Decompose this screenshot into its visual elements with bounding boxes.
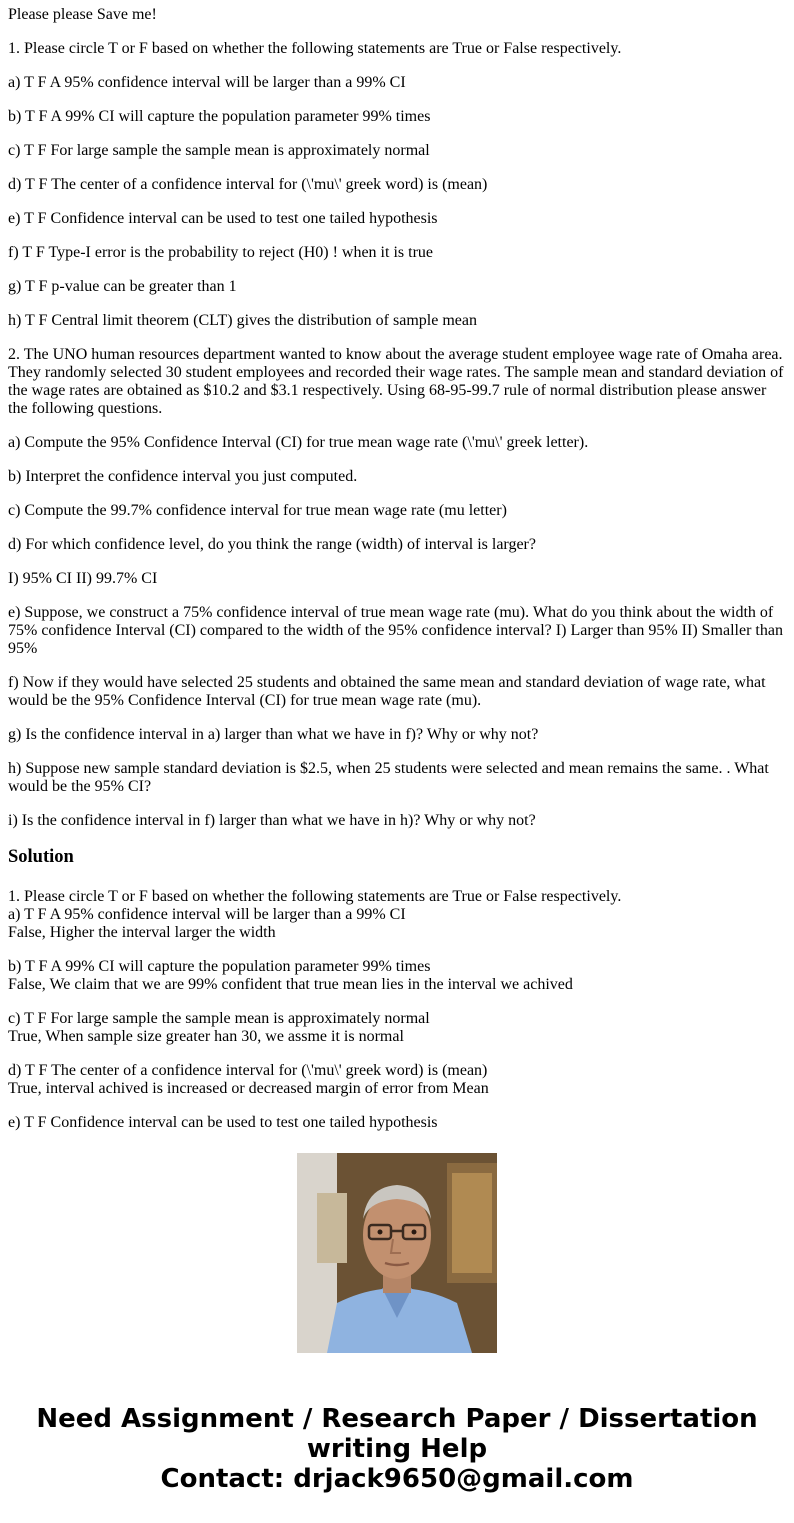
solution-block-1 (8, 888, 786, 942)
solution-block-4 (8, 1062, 786, 1098)
q2-item-g: g) Is the confidence interval in a) larger than what we have in f)? Why or why not? (8, 726, 539, 743)
footer-line-2: writing Help (306, 1434, 488, 1464)
solution-q-a: a) T F A 95% confidence interval will be larger than a 99% CI (8, 906, 406, 923)
q1-item-f: f) T F Type-I error is the probability to reject (H0) ! when it is true (8, 244, 433, 261)
q1-item-e: e) T F Confidence interval can be used to test one tailed hypothesis (8, 210, 438, 227)
q2-item-d: d) For which confidence level, do you think the range (width) of interval is larger? (8, 536, 536, 553)
q2-item-f: f) Now if they would have selected 25 students and obtained the same mean and standard deviation of wage rate, what would be the 95% Confidence Interval (CI) for true mean wage rate (mu). (8, 674, 766, 709)
q2-item-h: h) Suppose new sample standard deviation is $2.5, when 25 students were selected and mean remains the same. . What would be the 95% CI? (8, 760, 769, 795)
promo-footer (0, 1404, 794, 1494)
solution-q-b: b) T F A 99% CI will capture the population parameter 99% times (8, 958, 431, 975)
q1-intro: 1. Please circle T or F based on whether the following statements are True or False respectively. (8, 40, 622, 57)
solution-heading: Solution (8, 847, 74, 867)
q1-item-a: a) T F A 95% confidence interval will be larger than a 99% CI (8, 74, 406, 91)
q2-item-a: a) Compute the 95% Confidence Interval (CI) for true mean wage rate (\'mu\' greek letter). (8, 434, 589, 451)
q2-item-b: b) Interpret the confidence interval you just computed. (8, 468, 358, 485)
question-title: Please please Save me! (8, 6, 157, 23)
q1-item-c: c) T F For large sample the sample mean is approximately normal (8, 142, 430, 159)
solution-answer-b: False, We claim that we are 99% confident that true mean lies in the interval we achived (8, 976, 573, 993)
q1-item-g: g) T F p-value can be greater than 1 (8, 278, 237, 295)
solution-block-3 (8, 1010, 786, 1046)
solution-answer-c: True, When sample size greater han 30, we assme it is normal (8, 1028, 404, 1045)
avatar-portrait-icon (297, 1153, 497, 1353)
solution-q-c: c) T F For large sample the sample mean is approximately normal (8, 1010, 430, 1027)
solution-answer-a: False, Higher the interval larger the width (8, 924, 276, 941)
solution-answer-d: True, interval achived is increased or decreased margin of error from Mean (8, 1080, 489, 1097)
solution-block-2 (8, 958, 786, 994)
footer-contact: Contact: drjack9650@gmail.com (160, 1464, 634, 1494)
q1-item-h: h) T F Central limit theorem (CLT) gives the distribution of sample mean (8, 312, 477, 329)
q2-item-c: c) Compute the 99.7% confidence interval for true mean wage rate (mu letter) (8, 502, 507, 519)
footer-line-1: Need Assignment / Research Paper / Dissertation (36, 1404, 758, 1434)
solution-intro: 1. Please circle T or F based on whether the following statements are True or False respectively. (8, 888, 622, 905)
solution-cut-line: e) T F Confidence interval can be used to test one tailed hypothesis (8, 1114, 438, 1131)
author-avatar (297, 1153, 497, 1353)
q2-intro: 2. The UNO human resources department wanted to know about the average student employee wage rate of Omaha area. They randomly selected 30 student employees and recorded their wage rates. The sample mean and standard deviation of the wage rates are obtained as $10.2 and $3.1 respectively. Using 68-95-99.7 rule of normal distribution please answer the following questions. (8, 346, 784, 417)
q2-item-i: i) Is the confidence interval in f) larger than what we have in h)? Why or why not? (8, 812, 536, 829)
q1-item-b: b) T F A 99% CI will capture the population parameter 99% times (8, 108, 431, 125)
document-body (8, 6, 786, 1131)
q2-item-e: e) Suppose, we construct a 75% confidence interval of true mean wage rate (mu). What do you think about the width of 75% confidence Interval (CI) compared to the width of the 95% confidence interval? I) Larger than 95% II) Smaller than 95% (8, 604, 783, 657)
q2-options: I) 95% CI II) 99.7% CI (8, 570, 158, 587)
solution-q-d: d) T F The center of a confidence interval for (\'mu\' greek word) is (mean) (8, 1062, 488, 1079)
q1-item-d: d) T F The center of a confidence interval for (\'mu\' greek word) is (mean) (8, 176, 488, 193)
